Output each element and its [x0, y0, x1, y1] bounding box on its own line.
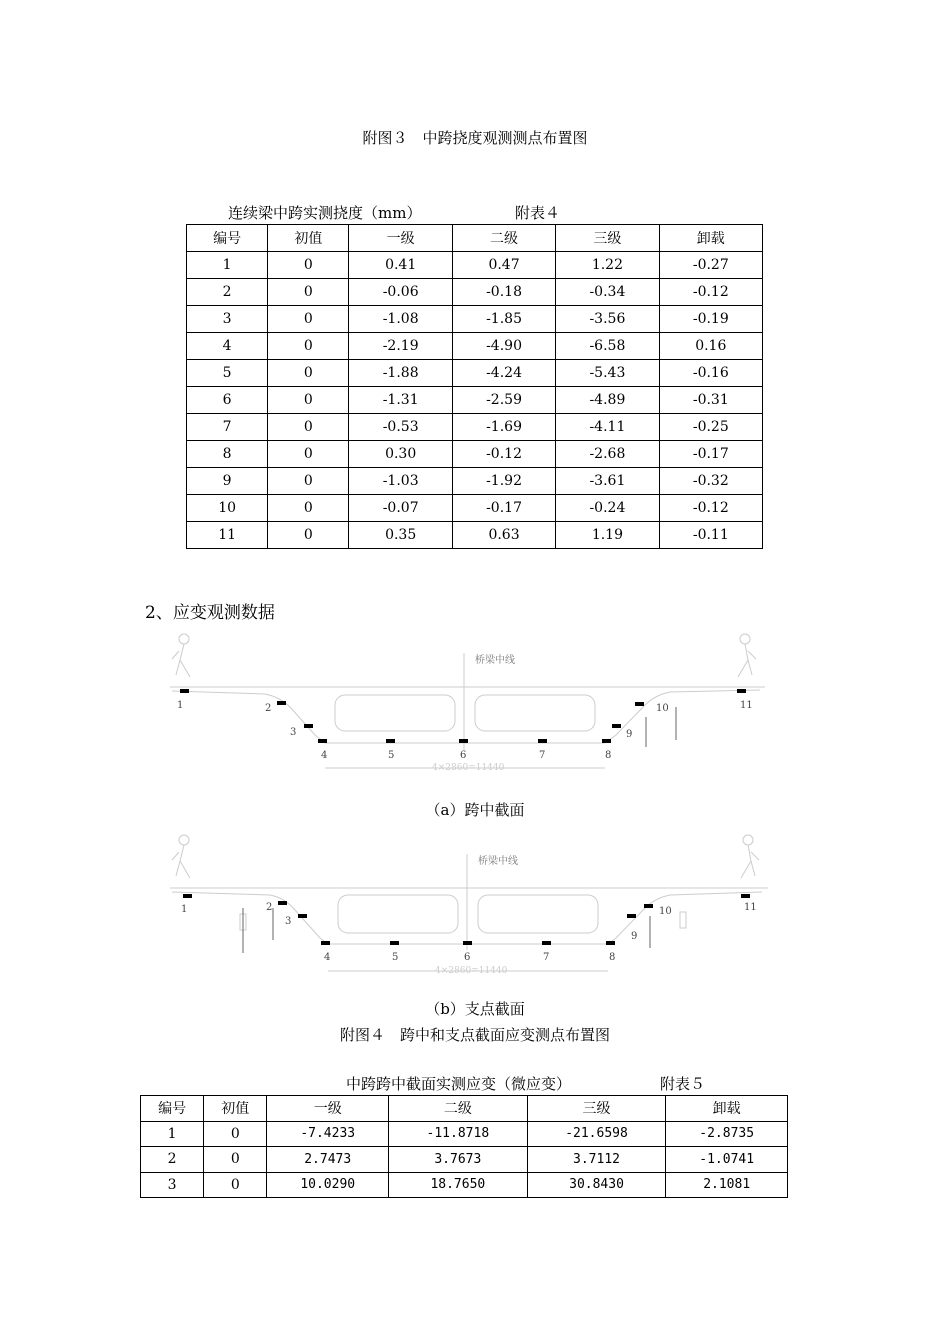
column-header: 二级 [389, 1096, 528, 1122]
table-cell: 0 [268, 306, 349, 333]
table-cell: 0.63 [452, 522, 555, 549]
table-cell: -1.0741 [666, 1147, 788, 1173]
midspan-section-diagram [150, 625, 790, 775]
table-cell: 0 [268, 468, 349, 495]
column-header: 初值 [204, 1096, 267, 1122]
table-cell: -5.43 [556, 360, 659, 387]
column-header: 卸载 [659, 225, 762, 252]
table-cell: -2.8735 [666, 1121, 788, 1147]
table-cell: 8 [187, 441, 268, 468]
strain-gauge-11 [737, 689, 746, 693]
strain-gauge-8 [606, 941, 615, 945]
table-cell: 0 [268, 387, 349, 414]
column-header: 一级 [349, 225, 452, 252]
table-row [187, 387, 763, 414]
table-cell: 4 [187, 333, 268, 360]
table-cell: 0 [268, 522, 349, 549]
table-cell: -1.88 [349, 360, 452, 387]
point-label: 9 [631, 931, 638, 942]
table-row [141, 1147, 788, 1173]
strain-gauge-5 [390, 941, 399, 945]
point-label: 8 [609, 952, 616, 963]
table-cell: -21.6598 [527, 1121, 666, 1147]
table-cell: 0 [204, 1121, 267, 1147]
strain-gauge-4 [318, 739, 327, 743]
table-cell: 7 [187, 414, 268, 441]
table-cell: -7.4233 [267, 1121, 389, 1147]
table-cell: 0 [268, 441, 349, 468]
table-cell: -1.85 [452, 306, 555, 333]
table-row [187, 522, 763, 549]
table-cell: -0.27 [659, 252, 762, 279]
table-row [187, 252, 763, 279]
table-cell: -0.12 [659, 495, 762, 522]
table-4-title: 连续梁中跨实测挠度（mm） [228, 204, 422, 222]
dimension-label: 4×2860=11440 [432, 763, 505, 773]
point-label: 2 [266, 902, 273, 913]
column-header: 编号 [141, 1096, 204, 1122]
table-row [187, 468, 763, 495]
point-label: 2 [265, 703, 272, 714]
deflection-table [186, 224, 763, 549]
centerline-label: 桥梁中线 [478, 856, 518, 867]
table-cell: 9 [187, 468, 268, 495]
point-label: 4 [324, 952, 331, 963]
point-label: 7 [543, 952, 550, 963]
strain-gauge-9 [612, 724, 621, 728]
strain-gauge-7 [542, 941, 551, 945]
table-cell: -4.89 [556, 387, 659, 414]
table-cell: -0.17 [659, 441, 762, 468]
table-cell: -0.24 [556, 495, 659, 522]
point-label: 11 [740, 700, 753, 711]
table-cell: 2.7473 [267, 1147, 389, 1173]
point-label: 9 [626, 729, 633, 740]
strain-gauge-5 [386, 739, 395, 743]
table-cell: 0 [268, 252, 349, 279]
table-cell: -2.68 [556, 441, 659, 468]
table-cell: 1.22 [556, 252, 659, 279]
support-section-diagram [150, 828, 790, 978]
table-cell: -11.8718 [389, 1121, 528, 1147]
section-heading: 2、应变观测数据 [145, 603, 275, 623]
table-cell: -0.25 [659, 414, 762, 441]
diagram-b-caption: （b）支点截面 [425, 1000, 525, 1018]
table-row [141, 1121, 788, 1147]
strain-gauge-2 [277, 701, 286, 705]
table-row [141, 1172, 788, 1198]
strain-gauge-4 [321, 941, 330, 945]
strain-table [140, 1095, 788, 1198]
table-cell: 5 [187, 360, 268, 387]
table-cell: 1 [141, 1121, 204, 1147]
table-row [187, 414, 763, 441]
table-cell: 18.7650 [389, 1172, 528, 1198]
point-label: 6 [460, 750, 467, 761]
table-cell: 0.30 [349, 441, 452, 468]
table-row [187, 360, 763, 387]
table-cell: -0.06 [349, 279, 452, 306]
point-label: 4 [321, 750, 328, 761]
table-cell: -1.31 [349, 387, 452, 414]
column-header: 卸载 [666, 1096, 788, 1122]
table-cell: 0 [204, 1172, 267, 1198]
table-cell: -0.17 [452, 495, 555, 522]
point-label: 3 [285, 916, 292, 927]
table-cell: 3.7112 [527, 1147, 666, 1173]
table-cell: -4.11 [556, 414, 659, 441]
table-cell: -0.18 [452, 279, 555, 306]
table-cell: 11 [187, 522, 268, 549]
point-label: 1 [177, 700, 184, 711]
strain-gauge-10 [644, 904, 653, 908]
point-label: 11 [744, 902, 757, 913]
table-cell: -0.34 [556, 279, 659, 306]
column-header: 编号 [187, 225, 268, 252]
point-label: 6 [464, 952, 471, 963]
table-cell: 1.19 [556, 522, 659, 549]
table-cell: 2 [187, 279, 268, 306]
point-label: 8 [605, 750, 612, 761]
point-label: 3 [290, 727, 297, 738]
strain-gauge-8 [602, 739, 611, 743]
table-cell: 30.8430 [527, 1172, 666, 1198]
strain-gauge-1 [183, 894, 192, 898]
strain-gauge-3 [298, 914, 307, 918]
table-cell: 3 [187, 306, 268, 333]
table-cell: 0 [268, 360, 349, 387]
table-cell: 6 [187, 387, 268, 414]
strain-gauge-7 [538, 739, 547, 743]
table-cell: -0.16 [659, 360, 762, 387]
table-cell: -1.03 [349, 468, 452, 495]
table-cell: 2.1081 [666, 1172, 788, 1198]
table-5-title: 中跨跨中截面实测应变（微应变） [346, 1075, 572, 1093]
table-cell: 0 [268, 495, 349, 522]
table-cell: -0.07 [349, 495, 452, 522]
table-row [187, 495, 763, 522]
table-cell: -6.58 [556, 333, 659, 360]
table-5-label: 附表５ [660, 1075, 706, 1093]
table-cell: 0 [268, 333, 349, 360]
strain-gauge-10 [635, 702, 644, 706]
table-cell: 0 [204, 1147, 267, 1173]
figure-4-caption: 附图４ 跨中和支点截面应变测点布置图 [339, 1026, 610, 1044]
table-header-row [187, 225, 763, 252]
table-row [187, 333, 763, 360]
table-cell: -1.92 [452, 468, 555, 495]
strain-gauge-6 [459, 739, 468, 743]
table-4-label: 附表４ [515, 204, 561, 222]
point-label: 5 [392, 952, 399, 963]
table-cell: -3.56 [556, 306, 659, 333]
table-cell: 0.16 [659, 333, 762, 360]
strain-gauge-9 [627, 914, 636, 918]
table-row [187, 306, 763, 333]
strain-gauge-6 [463, 941, 472, 945]
table-cell: 1 [187, 252, 268, 279]
table-cell: -0.12 [452, 441, 555, 468]
point-label: 10 [659, 906, 672, 917]
table-row [187, 279, 763, 306]
point-label: 5 [388, 750, 395, 761]
column-header: 初值 [268, 225, 349, 252]
strain-gauge-2 [278, 901, 287, 905]
table-cell: -0.11 [659, 522, 762, 549]
table-header-row [141, 1096, 788, 1122]
table-cell: 3.7673 [389, 1147, 528, 1173]
diagram-a-caption: （a）跨中截面 [425, 801, 525, 819]
table-cell: -4.24 [452, 360, 555, 387]
figure-3-caption: 附图３ 中跨挠度观测测点布置图 [362, 129, 588, 147]
point-label: 10 [656, 703, 669, 714]
strain-gauge-11 [741, 894, 750, 898]
table-cell: 2 [141, 1147, 204, 1173]
point-label: 1 [181, 904, 188, 915]
table-cell: -4.90 [452, 333, 555, 360]
table-cell: 10 [187, 495, 268, 522]
table-cell: 3 [141, 1172, 204, 1198]
table-cell: 0 [268, 279, 349, 306]
table-cell: -0.32 [659, 468, 762, 495]
table-cell: -1.08 [349, 306, 452, 333]
table-cell: -1.69 [452, 414, 555, 441]
table-cell: 0.41 [349, 252, 452, 279]
column-header: 一级 [267, 1096, 389, 1122]
table-cell: 10.0290 [267, 1172, 389, 1198]
column-header: 三级 [556, 225, 659, 252]
table-cell: -0.31 [659, 387, 762, 414]
point-label: 7 [539, 750, 546, 761]
table-cell: -0.12 [659, 279, 762, 306]
table-cell: -2.19 [349, 333, 452, 360]
strain-gauge-3 [304, 724, 313, 728]
table-row [187, 441, 763, 468]
table-cell: 0.35 [349, 522, 452, 549]
table-cell: -2.59 [452, 387, 555, 414]
table-cell: -3.61 [556, 468, 659, 495]
table-cell: -0.53 [349, 414, 452, 441]
column-header: 三级 [527, 1096, 666, 1122]
dimension-label: 4×2860=11440 [435, 966, 508, 976]
centerline-label: 桥梁中线 [475, 655, 515, 666]
table-cell: -0.19 [659, 306, 762, 333]
column-header: 二级 [452, 225, 555, 252]
table-cell: 0 [268, 414, 349, 441]
strain-gauge-1 [180, 689, 189, 693]
table-cell: 0.47 [452, 252, 555, 279]
